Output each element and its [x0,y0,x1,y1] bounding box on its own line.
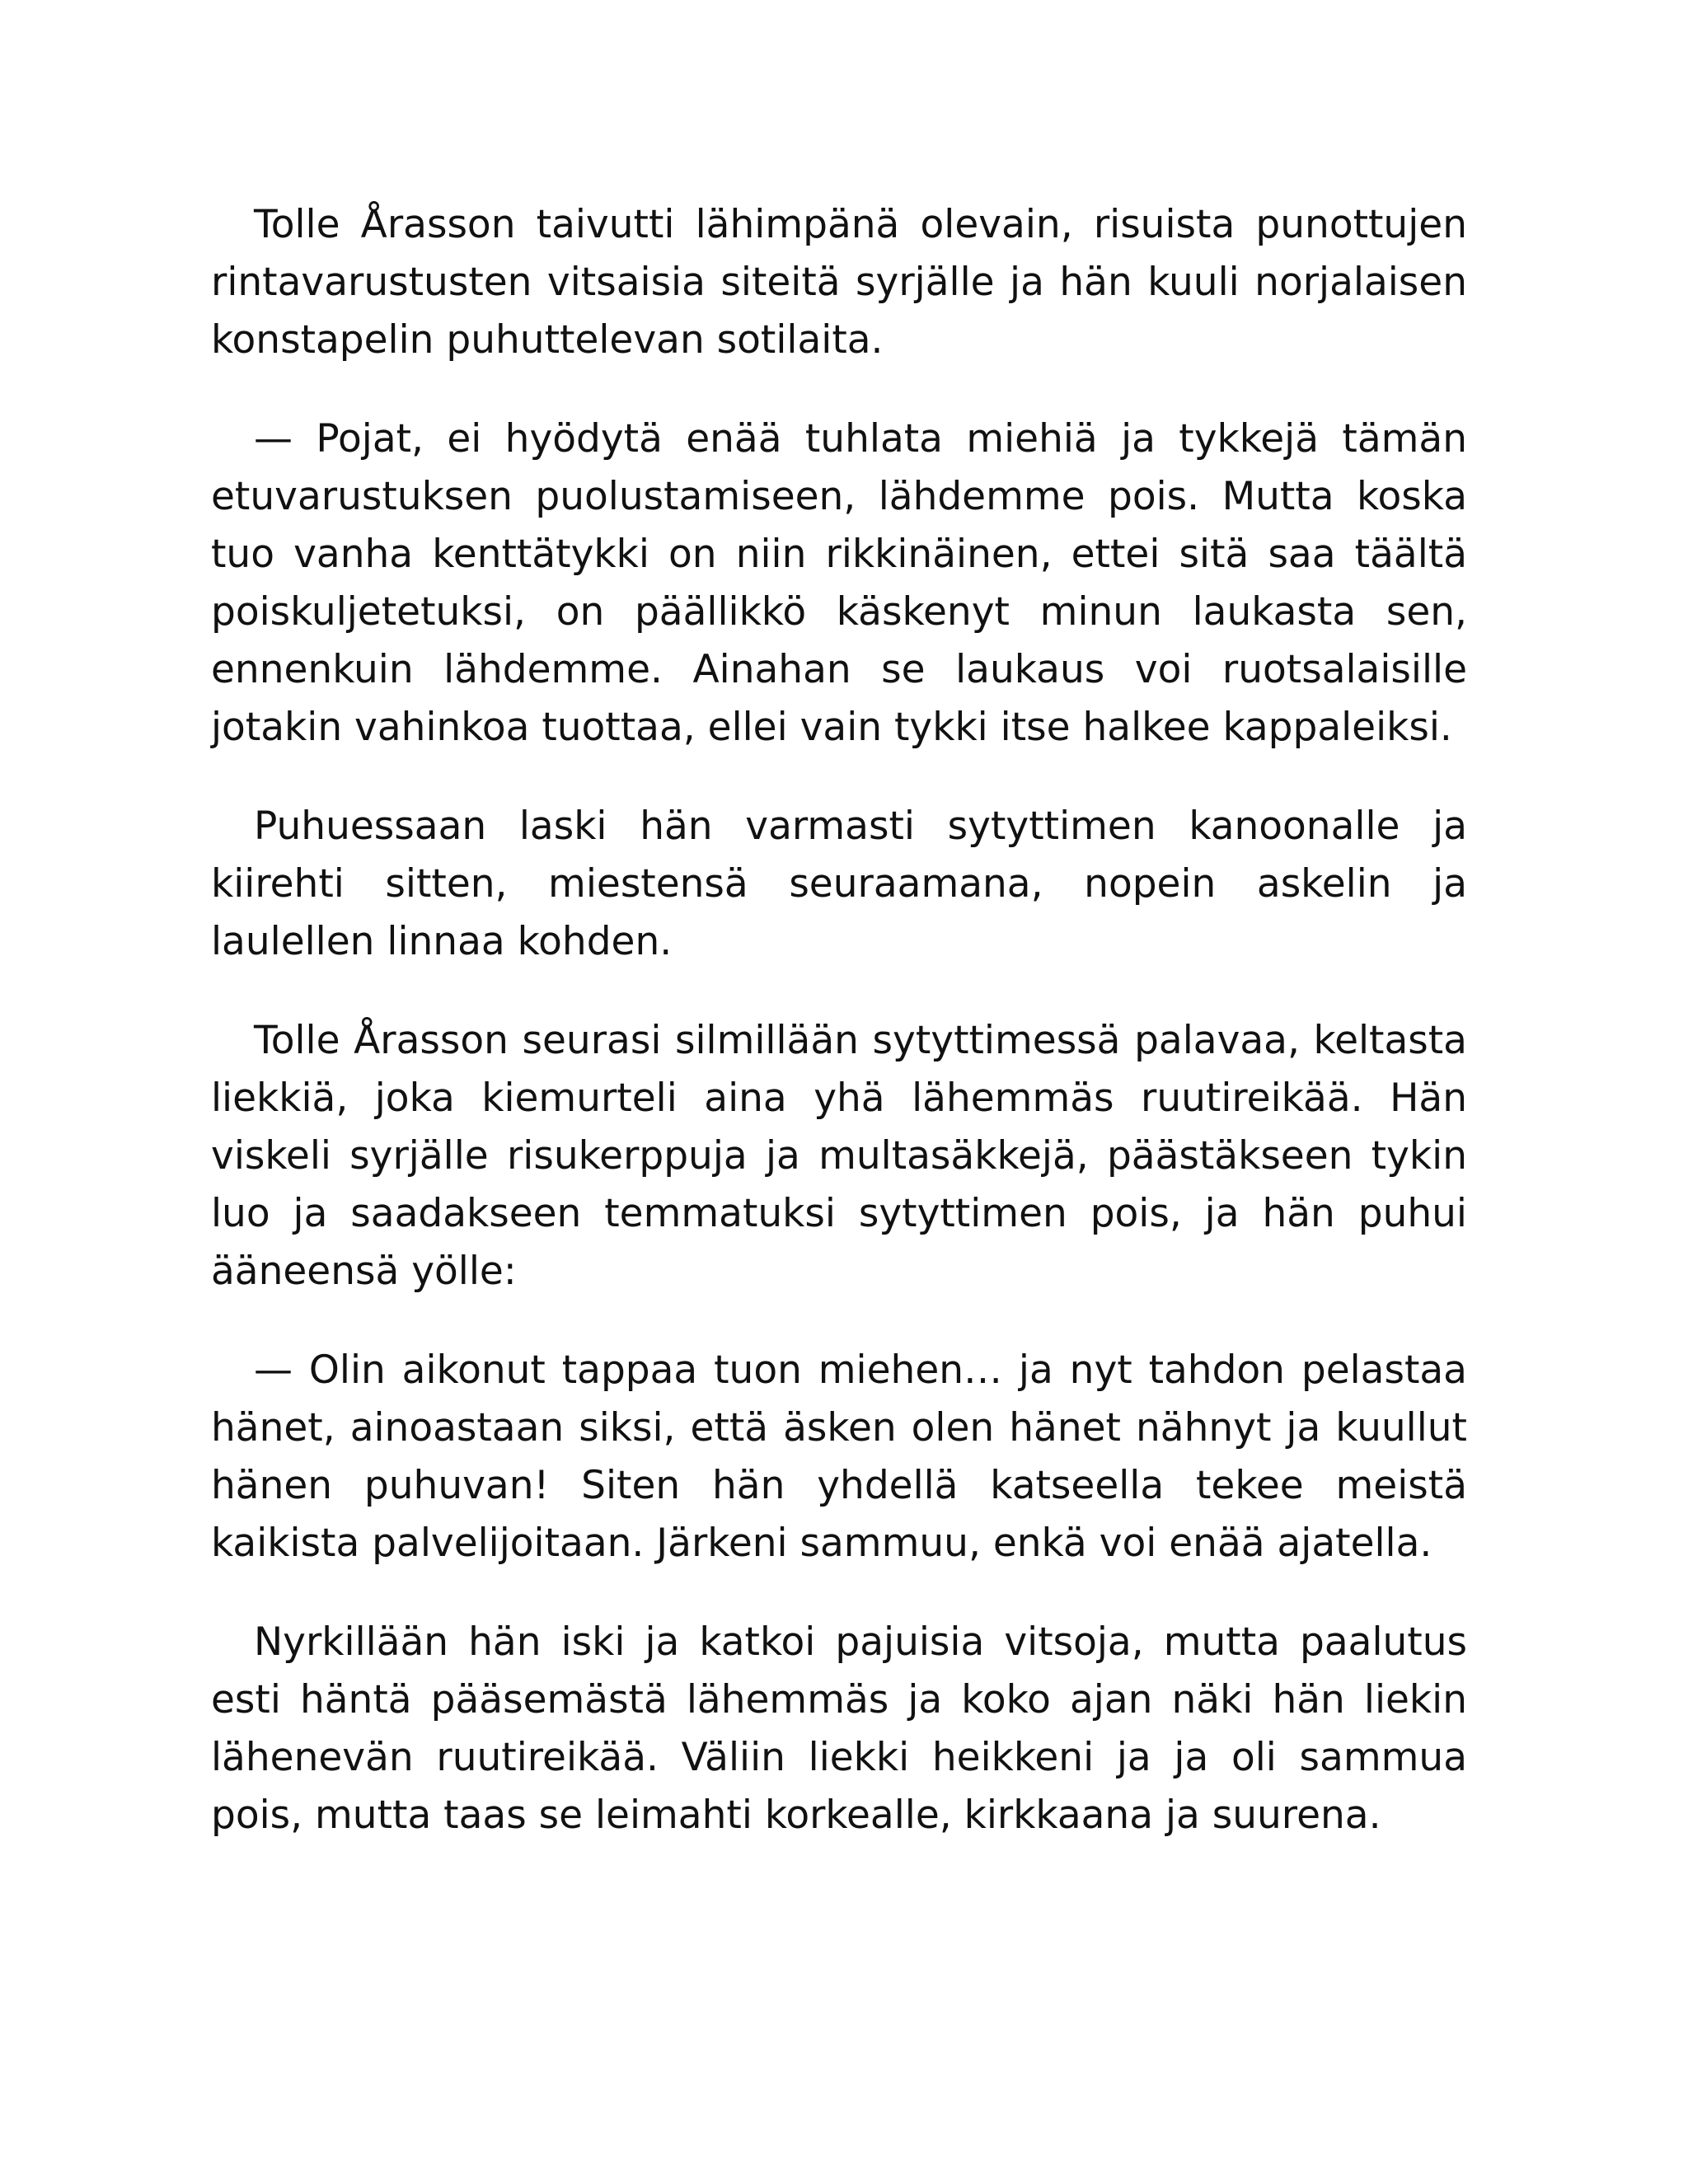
paragraph-4: Tolle Årasson seurasi silmillään sytyttimessä palavaa, keltasta liekkiä, joka kiemurteli aina yhä lähemmäs ruutireikää. Hän viskeli syrjälle risukerppuja ja multasäkkejä, päästäkseen tykin luo ja saadakseen temmatuksi sytyttimen pois, ja hän puhui ääneensä yölle: [211,1018,1467,1294]
paragraph-5: — Olin aikonut tappaa tuon miehen… ja nyt tahdon pelastaa hänet, ainoastaan siksi, että äsken olen hänet nähnyt ja kuullut hänen puhuvan! Siten hän yhdellä katseella tekee meistä kaikista palvelijoitaan. Järkeni sammuu, enkä voi enää ajatella. [211,1347,1467,1566]
document-body [211,196,1467,1844]
paragraph-3: Puhuessaan laski hän varmasti sytyttimen kanoonalle ja kiirehti sitten, miestensä seuraamana, nopein askelin ja laulellen linnaa kohden. [211,804,1467,964]
paragraph-2: — Pojat, ei hyödytä enää tuhlata miehiä ja tykkejä tämän etuvarustuksen puolustamiseen, lähdemme pois. Mutta koska tuo vanha kenttätykki on niin rikkinäinen, ettei sitä saa täältä poiskuljetetuksi, on päällikkö käskenyt minun laukasta sen, ennenkuin lähdemme. Ainahan se laukaus voi ruotsalaisille jotakin vahinkoa tuottaa, ellei vain tykki itse halkee kappaleiksi. [211,416,1467,750]
paragraph-1: Tolle Årasson taivutti lähimpänä olevain, risuista punottujen rintavarustusten vitsaisia siteitä syrjälle ja hän kuuli norjalaisen konstapelin puhuttelevan sotilaita. [211,202,1467,363]
paragraph-6: Nyrkillään hän iski ja katkoi pajuisia vitsoja, mutta paalutus esti häntä pääsemästä lähemmäs ja koko ajan näki hän liekin lähenevän ruutireikää. Väliin liekki heikkeni ja ja oli sammua pois, mutta taas se leimahti korkealle, kirkkaana ja suurena. [211,1619,1467,1838]
